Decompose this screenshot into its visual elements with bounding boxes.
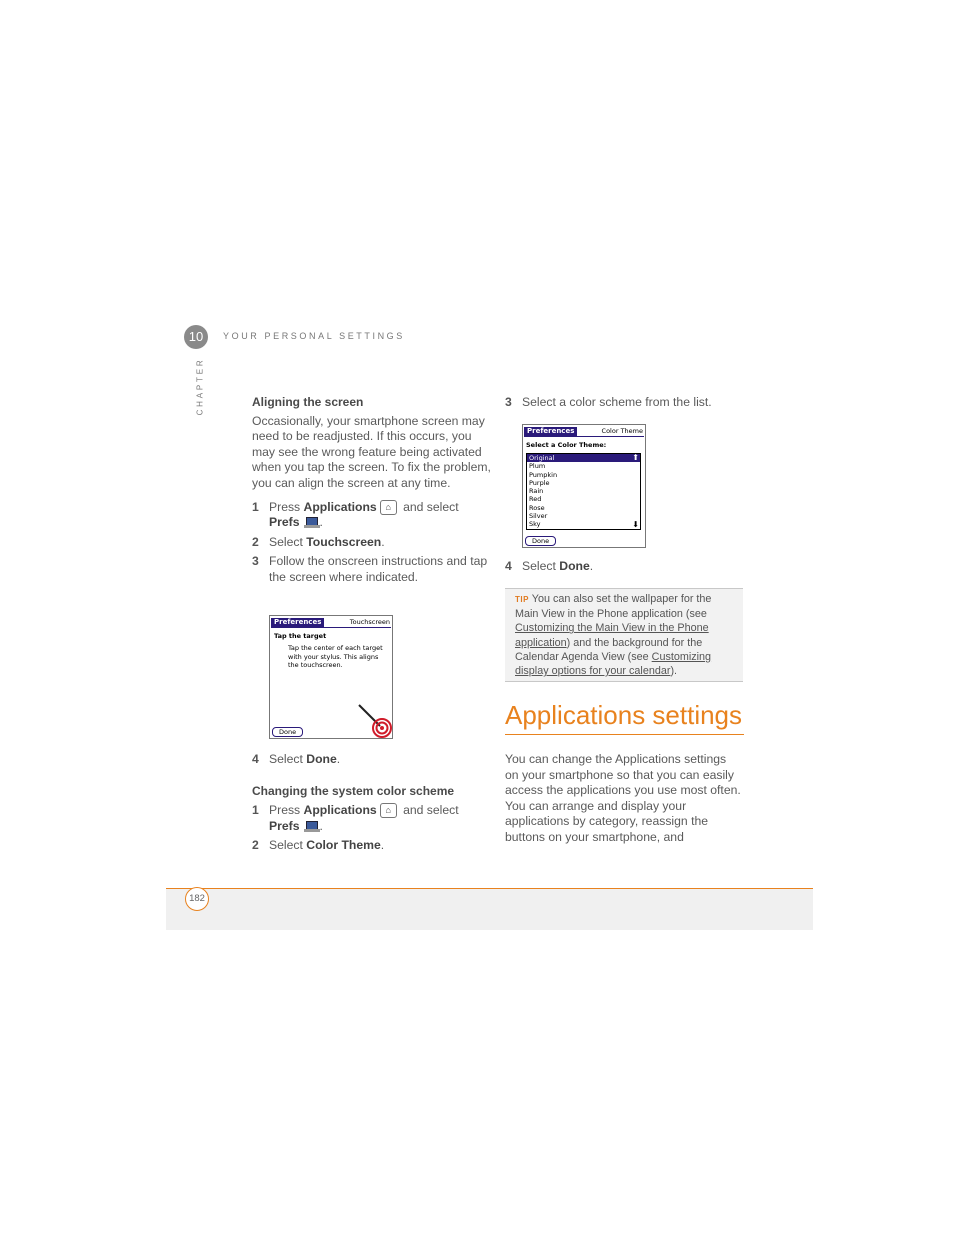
list-item[interactable]: Pumpkin <box>529 470 558 479</box>
color-heading: Changing the system color scheme <box>252 783 455 798</box>
palm-tab: Preferences <box>271 618 324 627</box>
footer-band <box>166 888 813 930</box>
palm-done-button[interactable]: Done <box>272 727 303 737</box>
list-item[interactable]: Rose <box>529 503 545 512</box>
applications-icon: ⌂ <box>380 803 397 818</box>
scroll-down-arrow-icon[interactable]: ⬇ <box>632 520 639 529</box>
section-title: Applications settings <box>505 700 743 730</box>
list-item[interactable]: Purple <box>529 478 550 487</box>
scroll-up-arrow-icon[interactable]: ⬆ <box>632 453 639 462</box>
color-theme-list[interactable] <box>526 453 641 530</box>
chapter-title: YOUR PERSONAL SETTINGS <box>223 331 405 341</box>
color-theme-screenshot <box>522 424 646 548</box>
list-item[interactable]: Red <box>529 495 542 504</box>
right-step3: 3 Select a color scheme from the list. <box>505 395 712 409</box>
chapter-vertical-label: CHAPTER <box>195 357 205 416</box>
list-item[interactable]: Original <box>527 454 640 462</box>
list-item[interactable]: Silver <box>529 512 548 521</box>
prefs-icon <box>304 517 320 529</box>
link-customizing-calendar[interactable]: Customizing display options for your calendar <box>515 650 712 678</box>
list-item[interactable]: Rain <box>529 487 544 496</box>
palm-title: Touchscreen <box>349 618 390 626</box>
left-column-lower <box>252 752 492 854</box>
right-step4: 4 Select Done. <box>505 559 594 573</box>
list-item[interactable]: Plum <box>529 462 546 471</box>
step-a1: 1 Press Applications ⌂ and select Prefs . <box>252 499 459 530</box>
target-icon <box>356 702 392 738</box>
palm-title: Color Theme <box>601 427 643 435</box>
chapter-number-badge: 10 <box>184 325 208 349</box>
applications-icon: ⌂ <box>380 500 397 515</box>
step-b2: 2 Select Color Theme. <box>252 838 385 853</box>
palm-heading: Tap the target <box>274 632 327 640</box>
section-rule <box>505 734 744 735</box>
tip-box: TIP You can also set the wallpaper for the Main View in the Phone application (see Customizing the Main View in the Phone application) and the background for the Calendar Agenda View (see Customizing display options for your calendar). <box>505 588 743 682</box>
section-body: You can change the Applications settings on your smartphone so that you can easily access the applications you use most often. You can arrange and display your applications by category, reassign the buttons on your smartphone, and <box>505 752 741 844</box>
step-b1: 1 Press Applications ⌂ and select Prefs . <box>252 803 459 833</box>
prefs-icon <box>304 821 320 833</box>
aligning-body: Occasionally, your smartphone screen may need to be readjusted. If this occurs, you may see the wrong feature being activated when you tap the screen. To fix the problem, you can align the screen at any time. <box>252 413 491 490</box>
step-list-a <box>252 500 492 586</box>
palm-instruction: Tap the center of each target with your stylus. This aligns the touchscreen. <box>288 644 383 669</box>
tip-label: TIP <box>515 595 529 604</box>
palm-done-button[interactable]: Done <box>525 536 556 546</box>
step-a2: 2 Select Touchscreen. <box>252 534 385 549</box>
palm-heading: Select a Color Theme: <box>526 441 607 449</box>
touchscreen-screenshot <box>269 615 393 739</box>
step-a3: 3 Follow the onscreen instructions and tap the screen where indicated. <box>252 554 488 584</box>
list-item[interactable]: Sky <box>529 520 541 529</box>
page-number: 182 <box>185 887 209 911</box>
palm-tab: Preferences <box>524 427 577 436</box>
aligning-heading: Aligning the screen <box>252 395 364 409</box>
left-column <box>252 395 492 586</box>
step-a4: 4 Select Done. <box>252 752 341 766</box>
link-customizing-main-view[interactable]: Customizing the Main View in the Phone application <box>515 622 709 649</box>
